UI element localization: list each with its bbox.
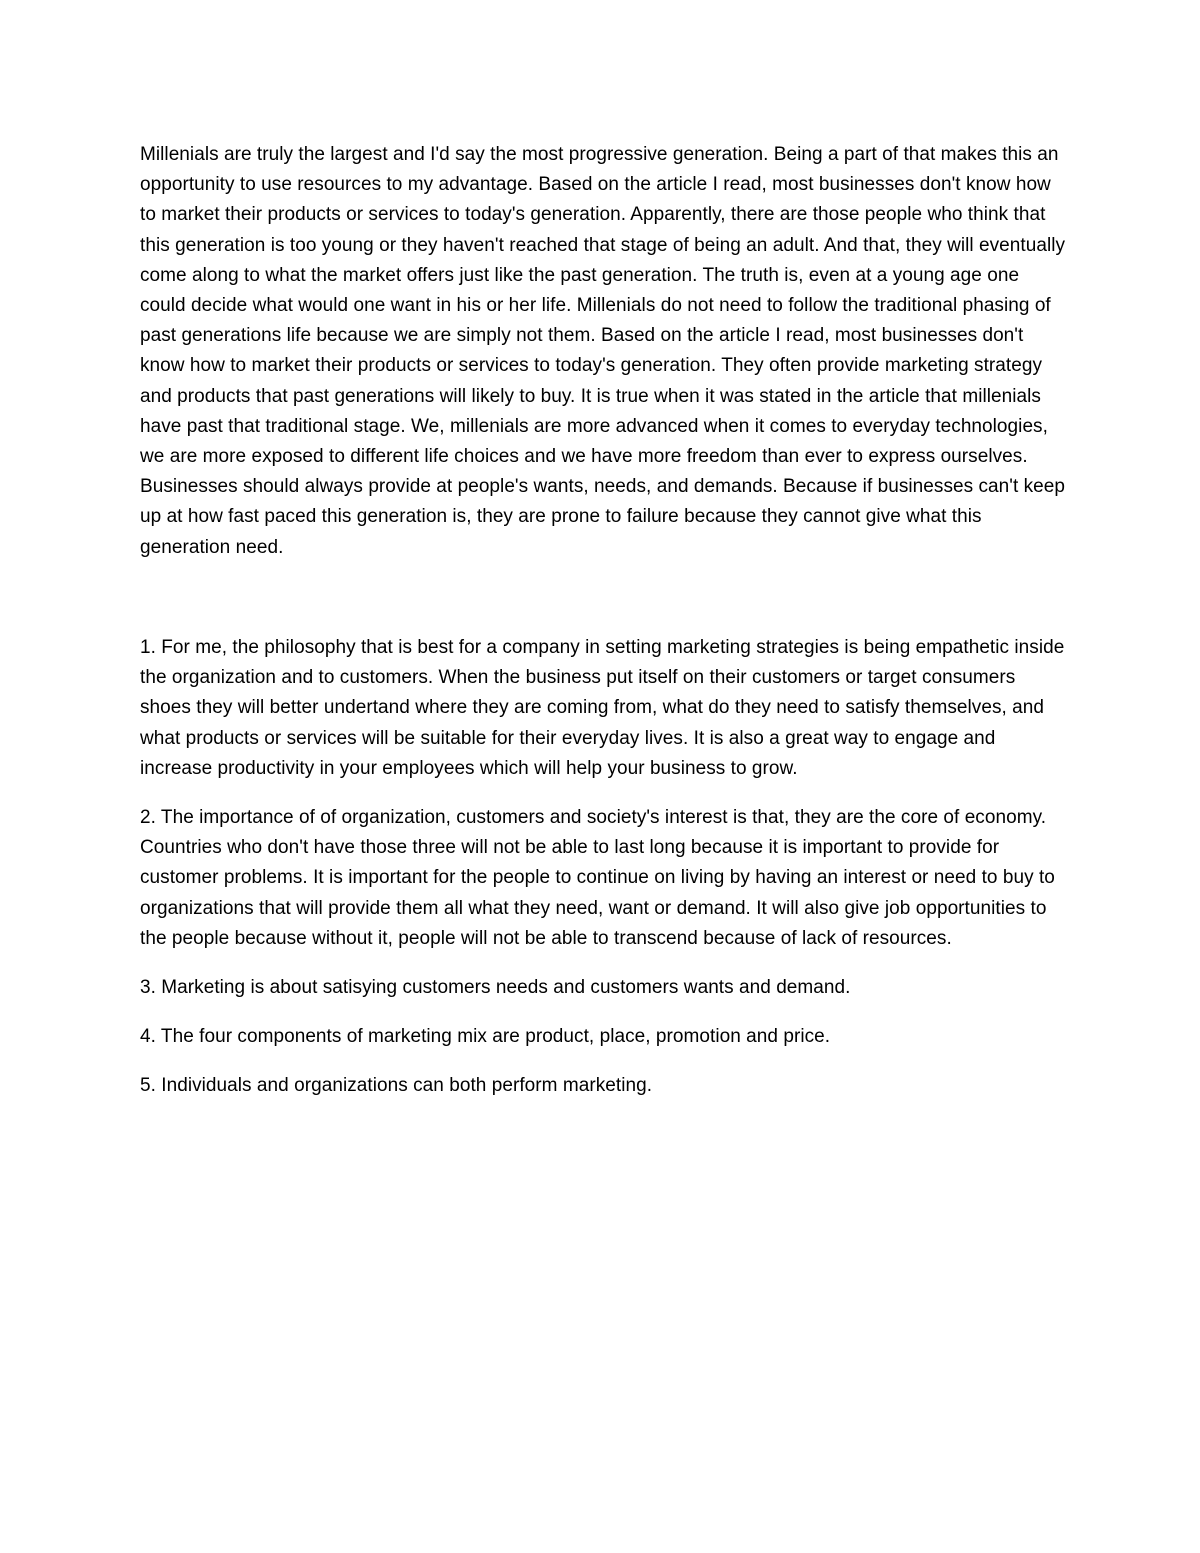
answers-list — [140, 633, 1070, 1121]
answer-3: 3. Marketing is about satisying customers needs and customers wants and demand. — [140, 977, 851, 999]
answer-2: 2. The importance of of organization, customers and society's interest is that, they are the core of economy. Countries who don't have those three will not be able to last long because it is important to provide for customer problems. It is important for the people to continue on living by having an interest or need to buy to organizations that will provide them all what they need, want or demand. It will also give job opportunities to the people because without it, people will not be able to transcend because of lack of resources. — [140, 807, 1055, 949]
intro-paragraph: Millenials are truly the largest and I'd say the most progressive generation. Being a part of that makes this an opportunity to use resources to my advantage. Based on the article I read, most businesses don't know how to market their products or services to today's generation. Apparently, there are those people who think that this generation is too young or they haven't reached that stage of being an adult. And that, they will eventually come along to what the market offers just like the past generation. The truth is, even at a young age one could decide what would one want in his or her life. Millenials do not need to follow the traditional phasing of past generations life because we are simply not them. Based on the article I read, most businesses don't know how to market their products or services to today's generation. They often provide marketing strategy and products that past generations will likely to buy. It is true when it was stated in the article that millenials have past that traditional stage. We, millenials are more advanced when it comes to everyday technologies, we are more exposed to different life choices and we have more freedom than ever to express ourselves. Businesses should always provide at people's wants, needs, and demands. Because if businesses can't keep up at how fast paced this generation is, they are prone to failure because they cannot give what this generation need. — [140, 144, 1066, 558]
answer-5: 5. Individuals and organizations can both perform marketing. — [140, 1075, 653, 1097]
document-body — [140, 140, 1070, 563]
answer-1: 1. For me, the philosophy that is best for a company in setting marketing strategies is being empathetic inside the organization and to customers. When the business put itself on their customers or target consumers shoes they will better undertand where they are coming from, what do they need to satisfy themselves, and what products or services will be suitable for their everyday lives. It is also a great way to engage and increase productivity in your employees which will help your business to grow. — [140, 637, 1065, 779]
answer-4: 4. The four components of marketing mix are product, place, promotion and price. — [140, 1026, 831, 1048]
